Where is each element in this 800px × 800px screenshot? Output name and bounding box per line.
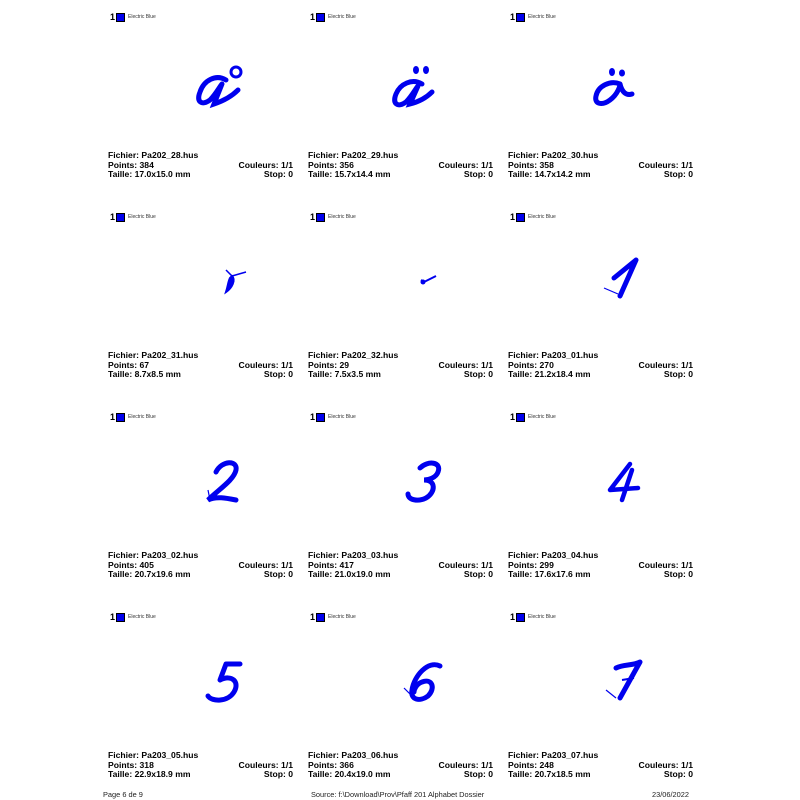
thread-color-swatch xyxy=(316,213,325,222)
stop-count: Stop: 0 xyxy=(663,569,693,580)
design-card xyxy=(108,400,293,600)
colors-count: Couleurs: 1/1 xyxy=(438,159,493,170)
stop-count: Stop: 0 xyxy=(463,569,493,580)
thread-color-swatch xyxy=(516,13,525,22)
colors-count: Couleurs: 1/1 xyxy=(238,359,293,370)
design-size: Taille: 22.9x18.9 mm xyxy=(108,769,191,780)
design-info xyxy=(108,351,293,380)
points-count: Points: 417 xyxy=(308,559,354,570)
design-info xyxy=(308,551,493,580)
design-info xyxy=(108,751,293,780)
stop-count: Stop: 0 xyxy=(463,769,493,780)
points-count: Points: 318 xyxy=(108,759,154,770)
colors-count: Couleurs: 1/1 xyxy=(238,759,293,770)
points-count: Points: 356 xyxy=(308,159,354,170)
thread-index: 1 xyxy=(510,12,516,22)
embroidery-preview-digit-2 xyxy=(108,440,293,545)
design-card xyxy=(108,600,293,800)
design-card xyxy=(508,200,693,400)
file-name: Fichier: Pa203_03.hus xyxy=(308,550,399,560)
embroidery-preview-digit-3 xyxy=(308,440,493,545)
design-info xyxy=(108,151,293,180)
thread-index: 1 xyxy=(510,412,516,422)
thread-name: Electric Blue xyxy=(128,214,156,220)
design-size: Taille: 8.7x8.5 mm xyxy=(108,369,181,380)
file-name: Fichier: Pa203_04.hus xyxy=(508,550,599,560)
thread-index: 1 xyxy=(110,412,116,422)
design-size: Taille: 20.4x19.0 mm xyxy=(308,769,391,780)
thread-legend xyxy=(110,12,156,22)
thread-name: Electric Blue xyxy=(128,414,156,420)
embroidery-preview-digit-7 xyxy=(508,640,693,745)
thread-index: 1 xyxy=(310,412,316,422)
thread-name: Electric Blue xyxy=(528,214,556,220)
design-card xyxy=(308,600,493,800)
thread-name: Electric Blue xyxy=(328,14,356,20)
design-size: Taille: 7.5x3.5 mm xyxy=(308,369,381,380)
thread-color-swatch xyxy=(516,613,525,622)
design-info xyxy=(308,151,493,180)
colors-count: Couleurs: 1/1 xyxy=(638,359,693,370)
design-card xyxy=(108,200,293,400)
design-info xyxy=(308,751,493,780)
design-card xyxy=(108,0,293,200)
embroidery-preview-digit-1 xyxy=(508,240,693,345)
points-count: Points: 270 xyxy=(508,359,554,370)
points-count: Points: 299 xyxy=(508,559,554,570)
thread-legend xyxy=(310,412,356,422)
thread-color-swatch xyxy=(116,613,125,622)
thread-color-swatch xyxy=(116,13,125,22)
design-info xyxy=(508,351,693,380)
thread-legend xyxy=(310,12,356,22)
thread-legend xyxy=(310,212,356,222)
stop-count: Stop: 0 xyxy=(463,169,493,180)
file-name: Fichier: Pa202_28.hus xyxy=(108,150,199,160)
source-path: Source: f:\Download\Prov\Pfaff 201 Alphabet Dossier xyxy=(311,790,485,799)
embroidery-preview-digit-6 xyxy=(308,640,493,745)
design-size: Taille: 21.2x18.4 mm xyxy=(508,369,591,380)
design-size: Taille: 20.7x18.5 mm xyxy=(508,769,591,780)
thread-color-swatch xyxy=(316,613,325,622)
colors-count: Couleurs: 1/1 xyxy=(238,559,293,570)
stop-count: Stop: 0 xyxy=(263,369,293,380)
embroidery-preview-o-umlaut xyxy=(508,40,693,145)
colors-count: Couleurs: 1/1 xyxy=(638,559,693,570)
stop-count: Stop: 0 xyxy=(663,769,693,780)
colors-count: Couleurs: 1/1 xyxy=(438,559,493,570)
file-name: Fichier: Pa202_32.hus xyxy=(308,350,399,360)
thread-color-swatch xyxy=(516,213,525,222)
thread-name: Electric Blue xyxy=(528,614,556,620)
design-info xyxy=(308,351,493,380)
design-card xyxy=(308,200,493,400)
print-date: 23/06/2022 xyxy=(652,790,689,799)
embroidery-preview-digit-4 xyxy=(508,440,693,545)
points-count: Points: 405 xyxy=(108,559,154,570)
design-card xyxy=(308,0,493,200)
file-name: Fichier: Pa203_05.hus xyxy=(108,750,199,760)
design-size: Taille: 21.0x19.0 mm xyxy=(308,569,391,580)
thread-name: Electric Blue xyxy=(328,614,356,620)
points-count: Points: 366 xyxy=(308,759,354,770)
stop-count: Stop: 0 xyxy=(263,169,293,180)
colors-count: Couleurs: 1/1 xyxy=(238,159,293,170)
colors-count: Couleurs: 1/1 xyxy=(438,359,493,370)
thread-name: Electric Blue xyxy=(528,414,556,420)
design-info xyxy=(508,151,693,180)
design-card xyxy=(508,600,693,800)
thread-index: 1 xyxy=(110,12,116,22)
design-grid xyxy=(108,0,693,780)
file-name: Fichier: Pa203_07.hus xyxy=(508,750,599,760)
points-count: Points: 358 xyxy=(508,159,554,170)
thread-legend xyxy=(110,612,156,622)
thread-color-swatch xyxy=(316,13,325,22)
thread-color-swatch xyxy=(116,213,125,222)
thread-name: Electric Blue xyxy=(328,214,356,220)
thread-legend xyxy=(510,412,556,422)
thread-legend xyxy=(510,612,556,622)
stop-count: Stop: 0 xyxy=(263,569,293,580)
embroidery-preview-digit-5 xyxy=(108,640,293,745)
thread-index: 1 xyxy=(310,612,316,622)
thread-index: 1 xyxy=(110,612,116,622)
thread-color-swatch xyxy=(116,413,125,422)
points-count: Points: 29 xyxy=(308,359,350,370)
thread-legend xyxy=(510,12,556,22)
stop-count: Stop: 0 xyxy=(463,369,493,380)
file-name: Fichier: Pa203_02.hus xyxy=(108,550,199,560)
thread-legend xyxy=(110,212,156,222)
embroidery-preview-a-ring xyxy=(108,40,293,145)
thread-color-swatch xyxy=(316,413,325,422)
design-size: Taille: 15.7x14.4 mm xyxy=(308,169,391,180)
file-name: Fichier: Pa202_31.hus xyxy=(108,350,199,360)
design-info xyxy=(108,551,293,580)
embroidery-preview-period xyxy=(308,240,493,345)
thread-name: Electric Blue xyxy=(128,14,156,20)
thread-index: 1 xyxy=(510,612,516,622)
points-count: Points: 67 xyxy=(108,359,150,370)
design-size: Taille: 14.7x14.2 mm xyxy=(508,169,591,180)
design-card xyxy=(508,400,693,600)
file-name: Fichier: Pa203_06.hus xyxy=(308,750,399,760)
thread-index: 1 xyxy=(510,212,516,222)
thread-index: 1 xyxy=(310,212,316,222)
stop-count: Stop: 0 xyxy=(663,169,693,180)
design-size: Taille: 17.0x15.0 mm xyxy=(108,169,191,180)
thread-legend xyxy=(510,212,556,222)
design-info xyxy=(508,551,693,580)
page-number: Page 6 de 9 xyxy=(103,790,143,799)
thread-color-swatch xyxy=(516,413,525,422)
points-count: Points: 248 xyxy=(508,759,554,770)
thread-index: 1 xyxy=(110,212,116,222)
thread-legend xyxy=(110,412,156,422)
thread-index: 1 xyxy=(310,12,316,22)
design-card xyxy=(308,400,493,600)
colors-count: Couleurs: 1/1 xyxy=(638,759,693,770)
embroidery-preview-a-umlaut xyxy=(308,40,493,145)
file-name: Fichier: Pa203_01.hus xyxy=(508,350,599,360)
thread-name: Electric Blue xyxy=(328,414,356,420)
embroidery-preview-comma xyxy=(108,240,293,345)
design-card xyxy=(508,0,693,200)
stop-count: Stop: 0 xyxy=(663,369,693,380)
colors-count: Couleurs: 1/1 xyxy=(638,159,693,170)
thread-legend xyxy=(310,612,356,622)
thread-name: Electric Blue xyxy=(528,14,556,20)
file-name: Fichier: Pa202_30.hus xyxy=(508,150,599,160)
file-name: Fichier: Pa202_29.hus xyxy=(308,150,399,160)
design-info xyxy=(508,751,693,780)
design-size: Taille: 20.7x19.6 mm xyxy=(108,569,191,580)
points-count: Points: 384 xyxy=(108,159,154,170)
stop-count: Stop: 0 xyxy=(263,769,293,780)
colors-count: Couleurs: 1/1 xyxy=(438,759,493,770)
design-size: Taille: 17.6x17.6 mm xyxy=(508,569,591,580)
thread-name: Electric Blue xyxy=(128,614,156,620)
